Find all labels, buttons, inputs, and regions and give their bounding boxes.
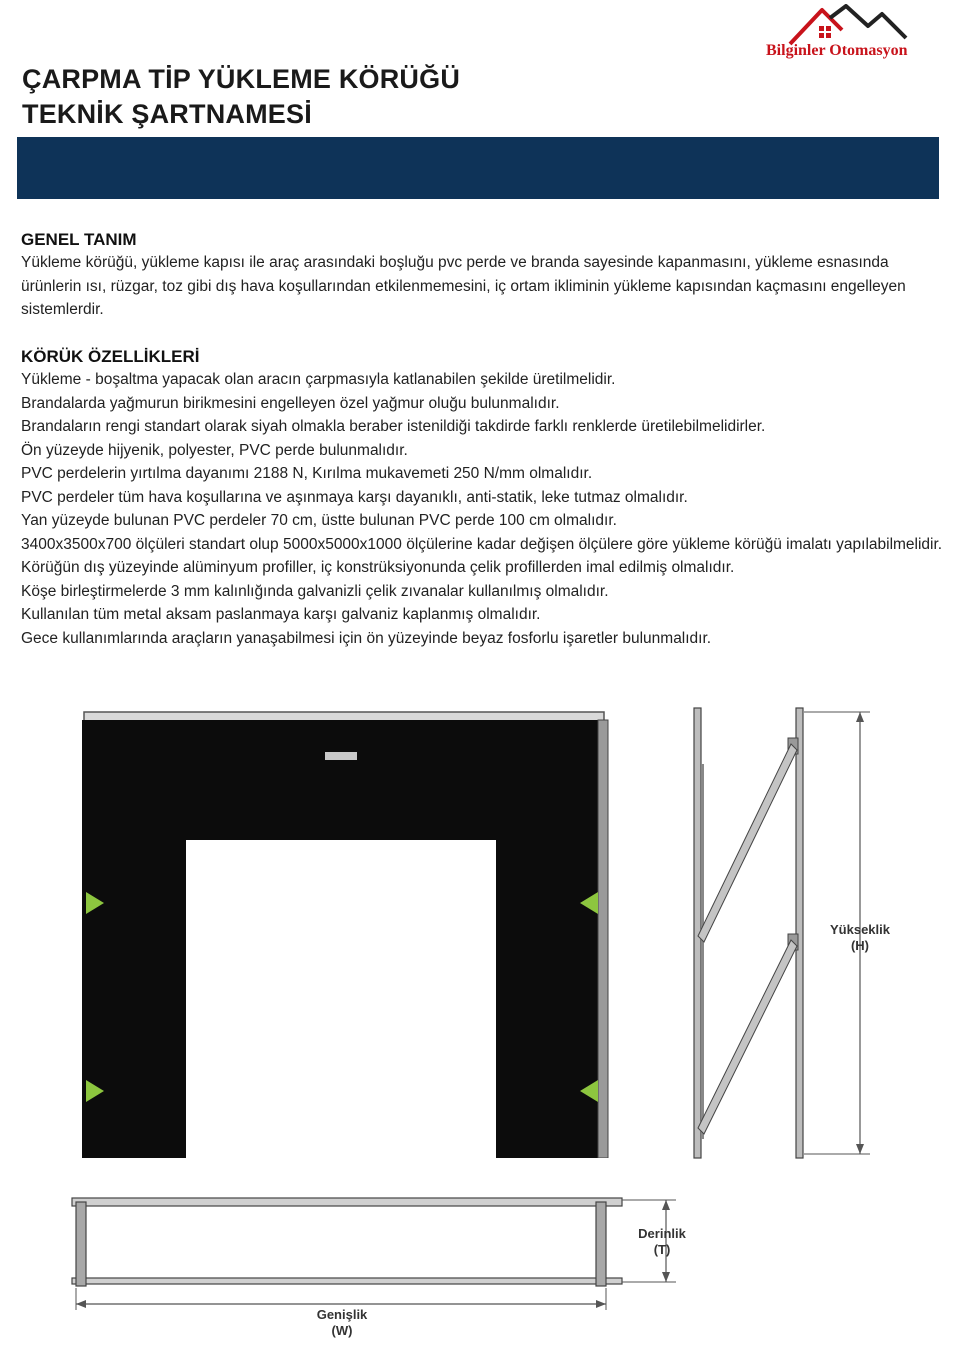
section-features (21, 346, 946, 650)
feature-item: PVC perdeler tüm hava koşullarına ve aşınmaya karşı dayanıklı, anti-statik, leke tutmaz olmalıdır. (21, 488, 688, 506)
depth-code: (T) (653, 1242, 671, 1257)
feature-item: Köşe birleştirmelerde 3 mm kalınlığında galvanizli çelik zıvanalar kullanılmış olmalıdır. (21, 582, 609, 600)
front-view-drawing (74, 706, 614, 1158)
top-view-drawing (66, 1190, 706, 1340)
house-roof-icon (790, 6, 906, 44)
brand-name: Bilginler Otomasyon (766, 42, 908, 59)
feature-item: Körüğün dış yüzeyinde alüminyum profiller, iç konstrüksiyonunda çelik profillerden imal edilmiş olmalıdır. (21, 559, 735, 576)
feature-item: Brandalarda yağmurun birikmesini engelleyen özel yağmur oluğu bulunmalıdır. (21, 394, 560, 412)
title-line-1: ÇARPMA TİP YÜKLEME KÖRÜĞÜ (22, 64, 461, 94)
section-heading: KÖRÜK ÖZELLİKLERİ (21, 347, 200, 366)
depth-label: Derinlik (638, 1226, 686, 1241)
feature-item: Yan yüzeyde bulunan PVC perdeler 70 cm, üstte bulunan PVC perde 100 cm olmalıdır. (21, 512, 617, 529)
section-paragraph: Yükleme körüğü, yükleme kapısı ile araç arasındaki boşluğu pvc perde ve branda sayesinde kapanmasını, yükleme esnasında ürünlerin ısı, rüzgar, toz gibi dış hava koşullarından etkilenmemesini, iç ortam ikliminin yükleme kapısından kaçmasını engelleyen sistemlerdir. (21, 254, 906, 318)
section-general-definition (21, 229, 946, 322)
feature-item: Yükleme - boşaltma yapacak olan aracın çarpmasıyla katlanabilen şekilde üretilmelidir. (21, 371, 616, 388)
depth-dimension-label (626, 1226, 698, 1258)
title-line-2: TEKNİK ŞARTNAMESİ (22, 99, 312, 129)
height-dimension-label (820, 922, 900, 954)
width-label: Genişlik (316, 1307, 368, 1322)
width-dimension-label (302, 1307, 382, 1339)
feature-item: Kullanılan tüm metal aksam paslanmaya karşı galvaniz kaplanmış olmalıdır. (21, 606, 541, 623)
height-label: Yükseklik (830, 922, 890, 937)
document-title (22, 62, 460, 132)
feature-item: 3400x3500x700 ölçüleri standart olup 5000x5000x1000 ölçülerine kadar değişen ölçülere göre yükleme körüğü imalatı yapılabilmelidir. (21, 535, 943, 553)
height-code: (H) (850, 938, 870, 953)
section-heading: GENEL TANIM (21, 230, 137, 249)
feature-item: Brandaların rengi standart olarak siyah olmakla beraber istenildiği takdirde farklı renklerde üretilebilmelidirler. (21, 418, 766, 435)
feature-item: PVC perdelerin yırtılma dayanımı 2188 N, Kırılma mukavemeti 250 N/mm olmalıdır. (21, 465, 593, 482)
title-banner-bar (17, 137, 939, 199)
feature-item: Ön yüzeyde hijyenik, polyester, PVC perde bulunmalıdır. (21, 441, 408, 459)
feature-item: Gece kullanımlarında araçların yanaşabilmesi için ön yüzeyinde beyaz fosforlu işaretler bulunmalıdır. (21, 629, 712, 647)
width-code: (W) (331, 1323, 353, 1338)
